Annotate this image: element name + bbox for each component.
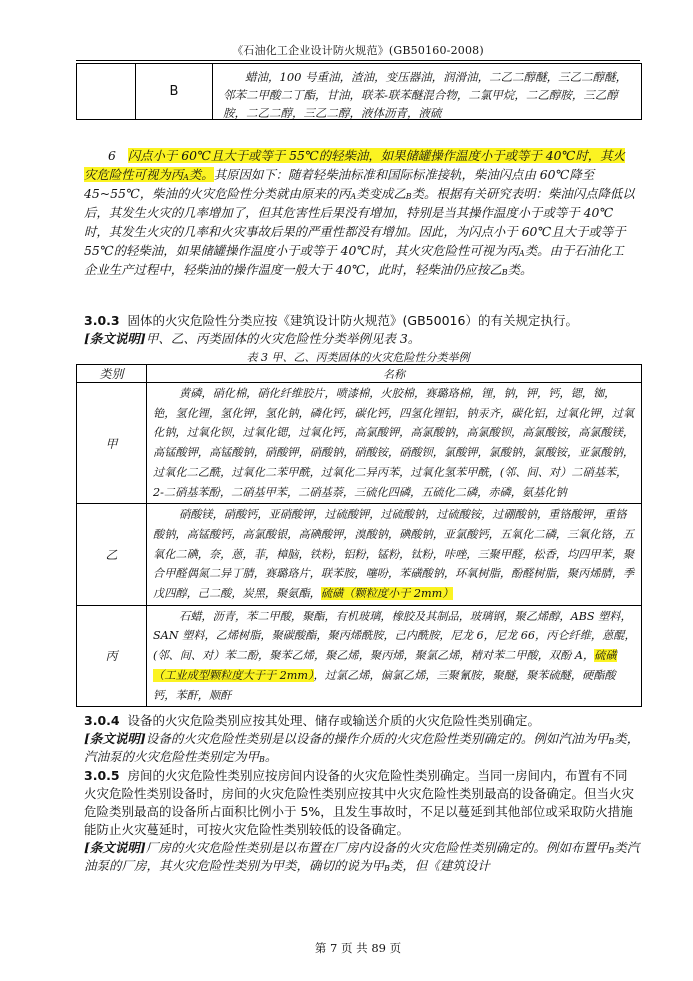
row-category-bing: 丙 [77,605,147,707]
section-number: 3.0.3 [84,313,120,328]
clause-6-highlight-2: 时，其火灾危险性可视为丙$_A$类。 [84,148,625,182]
note-label: [条文说明] [84,840,146,855]
document-header: 《石油化工企业设计防火规范》(GB50160-2008) [232,44,484,57]
note-label: [条文说明] [84,731,146,746]
table-row [77,383,642,504]
row-names-jia: 黄磷，硝化棉，硝化纤维胶片，喷漆棉，火胶棉，赛璐珞棉，锂，钠，钾，钙，锶，铷，铯，氢化锂，氢化钾，氢化钠，磷化钙，碳化钙，四氢化锂铝，钠汞齐，碳化铝，过氧化钾，过氧化钠，过氧化钡，过氧化锶，过氧化钙，高氯酸钾，高氯酸钠，高氯酸钡，高氯酸铵，高氯酸镁，高锰酸钾，高锰酸钠，硝酸钾，硝酸钠，硝酸铵，硝酸钡，氯酸钾，氯酸钠，氯酸铵，亚氯酸钠，过氧化二乙酰，过氧化二苯甲酰，过氧化二异丙苯，过氧化氢苯甲酰，(邻、间、对）二硝基苯，2-二硝基苯酚，二硝基甲苯，二硝基萘，三硫化四磷，五硫化二磷，赤磷，氨基化钠 [147,383,642,504]
header-rule [76,60,640,61]
table-names-cell: 蜡油，100 号重油，渣油，变压器油，润滑油，二乙二醇醚，三乙二醇醚，邻苯二甲酸二丁酯，甘油，联苯-联苯醚混合物，二氯甲烷，二乙醇胺，三乙醇胺，二乙二醇，三乙二醇，液体沥青，液硫 [212,64,641,119]
section-3-0-3 [84,312,640,348]
row-category-yi: 乙 [77,504,147,606]
clause-6-number: 6 [108,148,116,163]
table-3 [76,364,642,707]
row-category-jia: 甲 [77,383,147,504]
section-number: 3.0.4 [84,713,120,728]
section-3-0-5 [84,767,640,875]
section-3-0-5-text: 3.0.5 房间的火灾危险性类别应按房间内设备的火灾危险性类别确定。当同一房间内，布置有不同火灾危险性类别设备时，房间的火灾危险性类别应按其中火灾危险性类别最高的设备确定。但当火灾危险类别最高的设备所占面积比例小于 5%，且发生事故时，不足以蔓延到其他部位或采取防火措施能防止火灾蔓延时，可按火灾危险性类别较低的设备确定。 [84,768,635,837]
section-3-0-3-text: 3.0.3 固体的火灾危险性分类应按《建筑设计防火规范》(GB50016）的有关规定执行。 [84,313,578,328]
clause-6-text [84,146,636,279]
section-3-0-5-note: [条文说明]厂房的火灾危险性类别是以布置在厂房内设备的火灾危险性类别确定的。例如布置甲$_B$类汽油泵的厂房，其火灾危险性类别为甲类，确切的说为甲$_B$类，但《建筑设计 [84,840,640,873]
section-3-0-4 [84,712,640,766]
section-number: 3.0.5 [84,768,120,783]
row-names-bing: 石蜡，沥青，苯二甲酸，聚酯，有机玻璃，橡胶及其制品，玻璃钢，聚乙烯醇，ABS 塑料，SAN 塑料，乙烯树脂，聚碳酸酯，聚丙烯酰胺，己内酰胺，尼龙 6，尼龙 66，丙仑纤维，蒽醌，(邻、间、对）苯二酚，聚苯乙烯，聚乙烯，聚丙烯，聚氯乙烯，精对苯二甲酸，双酚 A，硫磺（工业成型颗粒度大于于 2mm），过氯乙烯，偏氯乙烯，三聚氰胺，聚醚，聚苯硫醚，硬酯酸钙，苯酐，顺酐 [147,605,642,707]
highlight-sulfur-coarse: 硫磺（工业成型颗粒度大于于 2mm） [153,649,617,682]
clause-6-body: 其原因如下：随着轻柴油标准和国际标准接轨，柴油闪点由 60℃降至 45~55℃，柴油的火灾危险性分类就由原来的丙$_A$类变成乙$_B$类。根据有关研究表明：柴油闪点降低以后，其发生火灾的几率增加了，但其危害性后果没有增加，特别是当其操作温度小于或等于 40℃时，其发生火灾的几率和火灾事故后果的严重性都没有增加。因此，为闪点小于 60℃且大于或等于 55℃的轻柴油，如果储罐操作温度小于或等于 40℃时，其火灾危险性可视为丙$_A$类。由于石油化工企业生产过程中，轻柴油的操作温度一般大于 40℃，此时，轻柴油仍应按乙$_B$类。 [84,167,635,277]
note-label: [条文说明] [84,331,146,346]
page-number-footer: 第 7 页 共 89 页 [314,941,402,955]
table-row [77,605,642,707]
clause-6-highlight-1: 闪点小于 60℃且大于或等于 55℃的轻柴油，如果储罐操作温度小于或等于 40℃ [127,148,576,163]
table-3-caption: 表 3 甲、乙、丙类固体的火灾危险性分类举例 [246,351,470,364]
column-header-names: 名称 [147,365,642,383]
continued-table-row [76,63,642,120]
row-names-yi: 硝酸镁，硝酸钙，亚硝酸钾，过硫酸钾，过硫酸钠，过硫酸铵，过硼酸钠，重铬酸钾，重铬酸钠，高锰酸钙，高氯酸银，高碘酸钾，溴酸钠，碘酸钠，亚氯酸钙，五氧化二磷，三氧化铬，五氧化二碘，奈，蒽，菲，樟脑，铁粉，铝粉，锰粉，钛粉，咔唑，三聚甲醛，松香，均四甲苯，聚合甲醛偶氮二异丁腈，赛璐珞片，联苯胺，噻吩，苯磺酸钠，环氧树脂，酚醛树脂，聚丙烯腈，季戊四醇，己二酸，炭黑，聚氨酯，硫磺（颗粒度小于 2mm） [147,504,642,606]
section-3-0-4-text: 3.0.4 设备的火灾危险类别应按其处理、储存或输送介质的火灾危险性类别确定。 [84,713,541,728]
section-3-0-4-note: [条文说明]设备的火灾危险性类别是以设备的操作介质的火灾危险性类别确定的。例如汽油为甲$_B$类，汽油泵的火灾危险性类别定为甲$_B$。 [84,731,640,764]
section-3-0-3-note: [条文说明]甲、乙、丙类固体的火灾危险性分类举例见表 3。 [84,331,421,346]
highlight-sulfur-fine: 硫磺（颗粒度小于 2mm） [320,587,454,601]
table-header-row [77,365,642,383]
column-header-category: 类别 [77,365,147,383]
table-row [77,504,642,606]
table-category-cell: B [135,64,212,119]
clause-6 [84,146,636,279]
